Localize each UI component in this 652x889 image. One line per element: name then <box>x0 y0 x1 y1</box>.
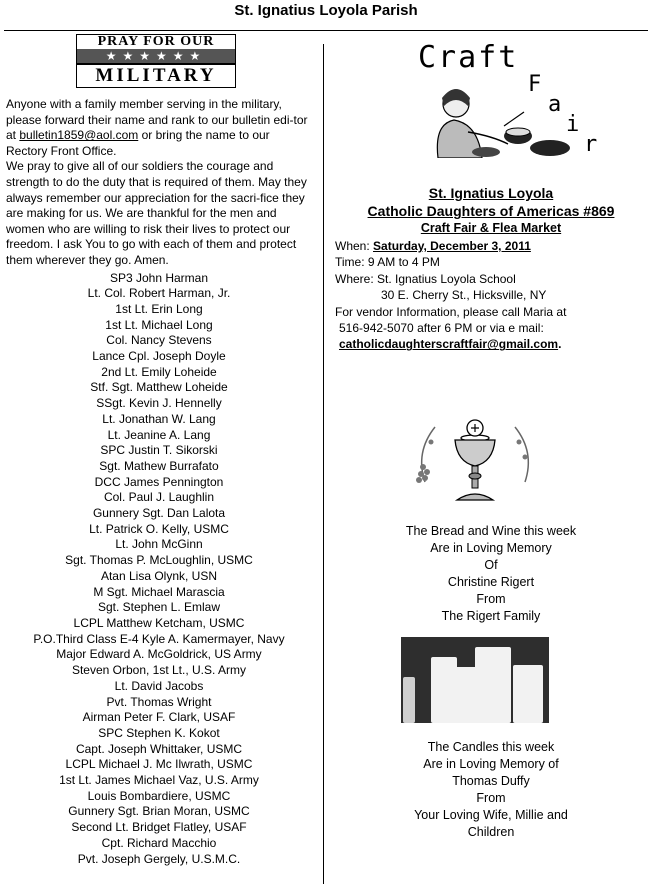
fair-art-letter: i <box>566 112 580 137</box>
banner-bottom-text: MILITARY <box>77 63 235 87</box>
memorial-line: The Candles this week <box>427 739 555 754</box>
military-name: Second Lt. Bridget Flatley, USAF <box>71 820 247 835</box>
page-header <box>0 0 652 30</box>
event-time <box>335 254 647 270</box>
military-name: Sgt. Stephen L. Emlaw <box>97 600 221 615</box>
military-name: Stf. Sgt. Matthew Loheide <box>90 380 228 395</box>
candle-image <box>403 677 415 723</box>
military-name: Sgt. Thomas P. McLoughlin, USMC <box>65 553 253 568</box>
military-name: Louis Bombardiere, USMC <box>87 788 231 803</box>
military-name: Lt. David Jacobs <box>114 678 204 693</box>
military-name: 1st Lt. Erin Long <box>115 301 203 316</box>
craftfair-email-link[interactable]: catholicdaughterscraftfair@gmail.com <box>339 337 559 352</box>
bread-wine-memorial <box>335 523 647 625</box>
military-name: LCPL Matthew Ketcham, USMC <box>73 616 245 630</box>
candle-image <box>513 665 543 723</box>
military-name: Gunnery Sgt. Brian Moran, USMC <box>68 804 250 819</box>
craft-fair-titles <box>335 184 647 237</box>
banner-stars: ★★★★★★ <box>77 49 235 63</box>
military-name: Steven Orbon, 1st Lt., U.S. Army <box>71 663 247 678</box>
candles-memorial <box>335 739 647 841</box>
banner-top-text: PRAY FOR OUR <box>97 34 215 49</box>
fair-art-letter: r <box>584 132 598 157</box>
military-intro <box>6 97 312 269</box>
memorial-line: Of <box>484 557 498 572</box>
intro-text-b: or bring the name to our Rectory Front Office. <box>6 128 270 158</box>
military-name: Lt. John McGinn <box>115 537 203 552</box>
when-value: Saturday, December 3, 2011 <box>373 239 531 253</box>
military-name: Capt. Joseph Whittaker, USMC <box>75 741 243 756</box>
military-name: Gunnery Sgt. Dan Lalota <box>92 506 226 521</box>
email-period: . <box>558 337 562 352</box>
military-name: SPC Stephen K. Kokot <box>98 725 220 740</box>
military-name: Pvt. Joseph Gergely, U.S.M.C. <box>77 851 241 866</box>
memorial-line: Your Loving Wife, Millie and <box>414 807 568 822</box>
military-name: 2nd Lt. Emily Loheide <box>101 364 217 379</box>
event-where <box>335 271 647 287</box>
military-name: Major Edward A. McGoldrick, US Army <box>56 647 262 662</box>
vendor-email-line <box>335 336 647 352</box>
memorial-line: Thomas Duffy <box>452 773 530 788</box>
craft-fair-illustration <box>408 40 608 158</box>
military-name: 1st Lt. Michael Long <box>105 317 213 332</box>
event-title-parish: St. Ignatius Loyola <box>428 185 554 201</box>
memorial-line: Are in Loving Memory <box>430 540 552 555</box>
time-value: 9 AM to 4 PM <box>367 255 440 270</box>
memorial-line: The Rigert Family <box>441 608 541 623</box>
military-name: Lt. Patrick O. Kelly, USMC <box>89 521 229 536</box>
military-name: SSgt. Kevin J. Hennelly <box>96 396 222 411</box>
military-column <box>6 34 312 867</box>
military-name: 1st Lt. James Michael Vaz, U.S. Army <box>59 773 259 788</box>
event-title-cda: Catholic Daughters of Americas #869 <box>367 203 615 219</box>
event-title-market: Craft Fair & Flea Market <box>420 221 562 235</box>
where-label: Where: <box>335 271 378 286</box>
page-title: St. Ignatius Loyola Parish <box>234 2 418 19</box>
craft-fair-column <box>335 40 647 841</box>
military-name: Lt. Col. Robert Harman, Jr. <box>87 286 231 301</box>
chalice-icon <box>405 412 545 512</box>
intro-text-a: Anyone with a family member serving in the military, please forward their name and rank to our bulletin edi-tor at <box>6 97 308 143</box>
crafter-drawing <box>408 40 608 158</box>
military-name: Lt. Jonathan W. Lang <box>102 411 216 426</box>
craft-art-word: Craft <box>418 40 519 75</box>
memorial-line: From <box>476 790 506 805</box>
military-name: SPC Justin T. Sikorski <box>100 443 218 458</box>
where-value-1: St. Ignatius Loyola School <box>377 271 516 286</box>
military-name: Col. Nancy Stevens <box>106 333 212 348</box>
military-name: Cpt. Richard Macchio <box>101 835 217 850</box>
memorial-line: Are in Loving Memory of <box>423 756 559 771</box>
military-name: Sgt. Mathew Burrafato <box>99 458 219 473</box>
memorial-line: Christine Rigert <box>447 574 535 589</box>
military-name: Lance Cpl. Joseph Doyle <box>92 349 226 364</box>
military-name: Pvt. Thomas Wright <box>106 694 212 709</box>
time-label: Time: <box>335 255 368 270</box>
fair-art-letter: a <box>548 92 562 117</box>
fair-art-letter: F <box>528 72 542 97</box>
intro-paragraph-2: We pray to give all of our soldiers the courage and strength to do the duty that is required of them. May they always remember our appreciation for the sacri-fice they are making for us. We are thankful for the men and women who are willing to risk their lives to protect our freedom. I ask You to go with each of them and protect them wherever they go. Amen. <box>6 159 307 267</box>
header-divider <box>4 30 648 31</box>
military-name: SP3 John Harman <box>109 270 209 285</box>
event-when <box>335 238 647 254</box>
column-divider <box>323 44 324 884</box>
memorial-line: The Bread and Wine this week <box>405 523 577 538</box>
military-name: Airman Peter F. Clark, USAF <box>82 710 236 725</box>
military-name: Atan Lisa Olynk, USN <box>100 568 218 583</box>
military-name: P.O.Third Class E-4 Kyle A. Kamermayer, Navy <box>33 631 285 646</box>
military-names-list <box>6 271 312 868</box>
candles-photo <box>401 637 549 723</box>
memorial-line: Children <box>467 824 515 839</box>
when-label: When: <box>335 239 374 253</box>
military-name: M Sgt. Michael Marascia <box>93 584 225 599</box>
event-details <box>335 238 647 353</box>
event-address: 30 E. Cherry St., Hicksville, NY <box>381 288 547 303</box>
vendor-info-1: For vendor Information, please call Maria at <box>335 304 567 319</box>
intro-paragraph-1 <box>6 97 312 159</box>
military-name: Col. Paul J. Laughlin <box>103 490 215 505</box>
military-name: LCPL Michael J. Mc Ilwrath, USMC <box>65 757 253 772</box>
pray-for-military-banner <box>76 34 236 88</box>
vendor-info-2: 516-942-5070 after 6 PM or via e mail: <box>339 321 544 336</box>
military-name: Lt. Jeanine A. Lang <box>107 427 211 442</box>
military-name: DCC James Pennington <box>94 474 224 489</box>
bulletin-email-link[interactable]: bulletin1859@aol.com <box>19 128 139 143</box>
candle-image <box>475 647 511 723</box>
memorial-line: From <box>476 591 506 606</box>
